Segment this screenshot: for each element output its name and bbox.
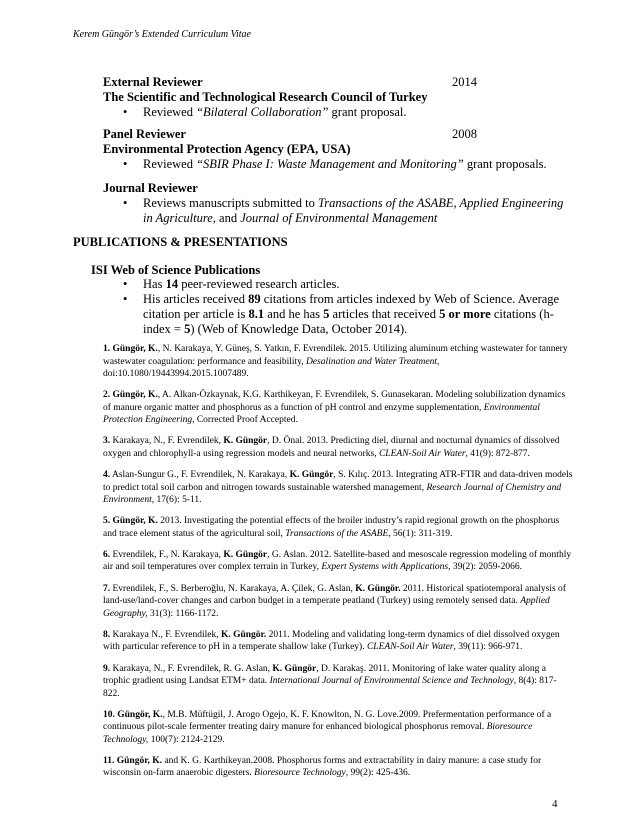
review-bullet: • Reviewed “Bilateral Collaboration” grant proposal.: [103, 105, 573, 120]
review-external: [103, 75, 573, 120]
review-role: Panel Reviewer: [103, 127, 186, 141]
publication-item: 10. Güngör, K., M.B. Müftügil, J. Arogo Ogejo, K. F. Knowlton, N. G. Love.2009. Prefermentation performance of a continuous pilot-scale fermenter treating dairy manure for enhanced biological phosphorus removal. Bioresource Technology, 100(7): 2124-2129.: [103, 709, 552, 745]
running-header: Kerem Güngör’s Extended Curriculum Vitae: [73, 29, 251, 40]
isi-bullets: [103, 277, 573, 337]
review-bullet: • Reviewed “SBIR Phase I: Waste Management and Monitoring” grant proposals.: [103, 157, 573, 172]
page-number: 4: [552, 798, 558, 810]
publication-item: 11. Güngör, K. and K. G. Karthikeyan.2008. Phosphorus forms and extractability in dairy manure: a case study for wisconsin on-farm anaerobic digesters. Bioresource Technology, 99(2): 425-436.: [103, 755, 542, 779]
publication-item: 5. Güngör, K. 2013. Investigating the potential effects of the broiler industry’s rapid regional growth on the phosphorus and trace element status of the agricultural soil, Transactions of the ASABE, 56(1): 311-319.: [103, 516, 560, 539]
review-org: The Scientific and Technological Research Council of Turkey: [103, 90, 428, 104]
review-role: Journal Reviewer: [103, 181, 198, 195]
review-bullet: • Reviews manuscripts submitted to Transactions of the ASABE, Applied Engineering in Agriculture, and Journal of Environmental Management: [103, 196, 573, 226]
isi-bullet-count: • Has 14 peer-reviewed research articles.: [103, 277, 573, 292]
publication-list: [103, 343, 573, 789]
review-journal: [103, 181, 573, 226]
publication-item: 9. Karakaya, N., F. Evrendilek, R. G. Aslan, K. Güngör, D. Karakaş. 2011. Monitoring of lake water quality along a trophic gradient using Landsat ETM+ data. International Journal of Environmental Science and Technology, 8(4): 817-822.: [103, 663, 557, 699]
isi-title: ISI Web of Science Publications: [91, 263, 261, 277]
section-title: PUBLICATIONS & PRESENTATIONS: [73, 235, 288, 249]
review-panel: [103, 127, 573, 172]
publication-item: 8. Karakaya N., F. Evrendilek, K. Güngör. 2011. Modeling and validating long-term dynamics of diel dissolved oxygen with particular reference to pH in a temperate shallow lake (Turkey). CLEAN-Soil Air Water, 39(11): 966-971.: [103, 629, 560, 653]
publication-item: 4. Aslan-Sungur G., F. Evrendilek, N. Karakaya, K. Güngör, S. Kılıç. 2013. Integrating ATR-FTIR and data-driven models to predict total soil carbon and nitrogen towards sustainable watershed management, Research Journal of Chemistry and Environment, 17(6): 5-11.: [103, 470, 573, 506]
publication-item: 6. Evrendilek, F., N. Karakaya, K. Güngör, G. Aslan. 2012. Satellite-based and mesoscale regression modeling of monthly air and soil temperatures over complex terrain in Turkey, Expert Systems with Applications, 39(2): 2059-2066.: [103, 549, 572, 573]
review-year: 2014: [452, 75, 477, 89]
review-role: External Reviewer: [103, 75, 203, 89]
publication-item: 2. Güngör, K., A. Alkan-Özkaynak, K.G. Karthikeyan, F. Evrendilek, S. Gunasekaran. Modeling solubilization dynamics of manure organic matter and phosphorus as a function of pH control and enzyme supplementation, Environmental Protection Engineering, Corrected Proof Accepted.: [103, 390, 566, 426]
publication-item: 7. Evrendilek, F., S. Berberoğlu, N. Karakaya, A. Çilek, G. Aslan, K. Güngör. 2011. Historical spatiotemporal analysis of land-use/land-cover changes and carbon budget in a temperate peatland (Turkey) using remotely sensed data. Applied Geography, 31(3): 1166-1172.: [103, 583, 566, 619]
publication-item: 3. Karakaya, N., F. Evrendilek, K. Güngör, D. Önal. 2013. Predicting diel, diurnal and nocturnal dynamics of dissolved oxygen and chlorophyll-a using regression models and neural networks, CLEAN-Soil Air Water, 41(9): 872-877.: [103, 436, 560, 459]
isi-bullet-citations: • His articles received 89 citations from articles indexed by Web of Science. Average citation per article is 8.1 and he has 5 articles that received 5 or more citations (h-index = 5) (Web of Knowledge Data, October 2014).: [103, 292, 573, 337]
review-org: Environmental Protection Agency (EPA, USA): [103, 142, 351, 156]
publication-item: 1. Güngör, K., N. Karakaya, Y. Güneş, S. Yatkın, F. Evrendilek. 2015. Utilizing aluminum etching wastewater for tannery wastewater coagulation: performance and feasibility, Desalination and Water Treatment, doi:10.1080/19443994.2015.1007489.: [103, 344, 568, 379]
review-year: 2008: [452, 127, 477, 141]
